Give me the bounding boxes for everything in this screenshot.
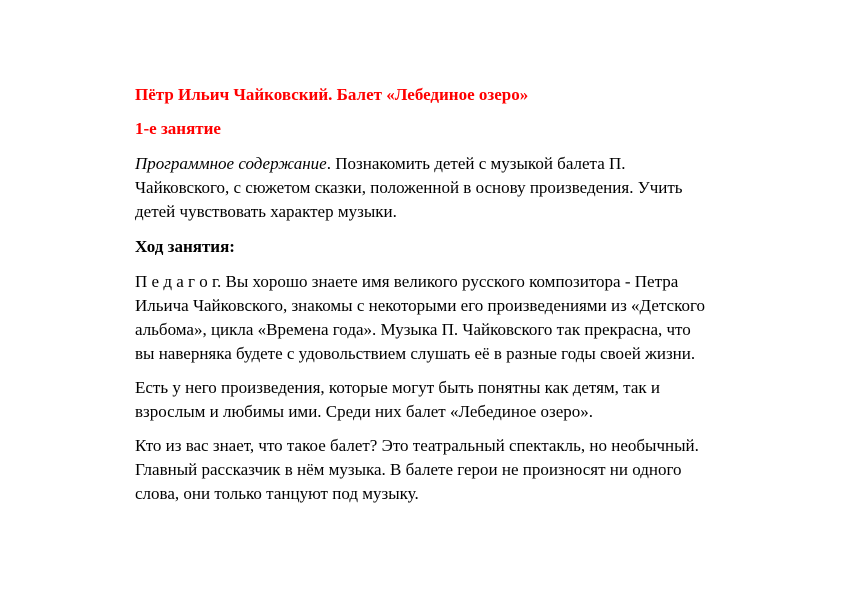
program-content-paragraph (135, 152, 755, 224)
ballet-paragraph (135, 434, 755, 506)
program-content-line-1 (135, 152, 755, 176)
works-line-2: взрослым и любимы ими. Среди них балет «Лебединое озеро». (135, 402, 594, 421)
document-title: Пётр Ильич Чайковский. Балет «Лебединое озеро» (135, 85, 529, 104)
course-heading: Ход занятия: (135, 237, 235, 256)
document-page (135, 84, 755, 506)
program-content-line-2: Чайковского, с сюжетом сказки, положенной в основу произведения. Учить (135, 178, 683, 197)
teacher-line-3: альбома», цикла «Времена года». Музыка П. Чайковского так прекрасна, что (135, 320, 691, 339)
program-content-label: Программное содержание (135, 154, 327, 173)
teacher-paragraph (135, 270, 755, 366)
ballet-line-1: Кто из вас знает, что такое балет? Это театральный спектакль, но необычный. (135, 436, 699, 455)
program-content-line-3: детей чувствовать характер музыки. (135, 202, 397, 221)
lesson-number: 1-е занятие (135, 119, 221, 138)
works-line-1: Есть у него произведения, которые могут быть понятны как детям, так и (135, 378, 660, 397)
teacher-line-4: вы наверняка будете с удовольствием слушать её в разные годы своей жизни. (135, 344, 696, 363)
teacher-line-1: П е д а г о г. Вы хорошо знаете имя великого русского композитора - Петра (135, 272, 679, 291)
ballet-line-2: Главный рассказчик в нём музыка. В балете герои не произносят ни одного (135, 460, 682, 479)
teacher-line-2: Ильича Чайковского, знакомы с некоторыми его произведениями из «Детского (135, 296, 706, 315)
works-paragraph (135, 376, 755, 424)
ballet-line-3: слова, они только танцуют под музыку. (135, 484, 419, 503)
program-content-text: . Познакомить детей с музыкой балета П. (326, 154, 626, 173)
